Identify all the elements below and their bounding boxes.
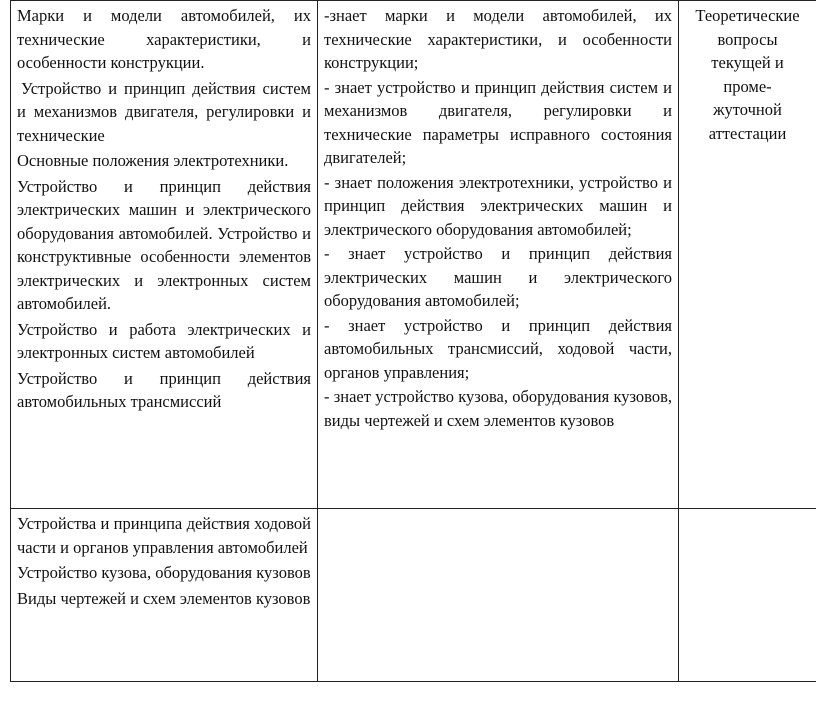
assessment-cell <box>679 1 816 509</box>
topic-text: Устройство кузова, оборудования кузовов <box>17 563 311 582</box>
table-row <box>11 509 816 682</box>
topic-text: Устройство и принцип действия автомобильных трансмиссий <box>17 368 311 411</box>
assessment-line: вопросы <box>717 29 778 49</box>
table-row <box>11 1 816 509</box>
assessment-line: текущей и <box>711 53 784 72</box>
empty-cell <box>679 509 816 682</box>
assessment-text <box>685 4 810 145</box>
topic-text: Марки и модели автомобилей, их технические характеристики, и особенности конструкции. <box>17 6 311 72</box>
topic-text: Основные положения электротехники. <box>17 151 289 170</box>
topics-cell <box>11 1 318 509</box>
assessment-line: аттестации <box>708 123 787 143</box>
topic-text: Устройства и принципа действия ходовой части и органов управления автомобилей <box>17 514 311 557</box>
skills-cell <box>318 1 679 509</box>
topic-text: Устройство и принцип действия систем и механизмов двигателя, регулировки и технические <box>17 78 311 145</box>
skill-text: - знает устройство и принцип действия систем и механизмов двигателя, регулировки и технические параметры исправного состояния двигателей; <box>324 77 672 167</box>
skill-text: - знает устройство и принцип действия автомобильных трансмиссий, ходовой части, органов управления; <box>324 315 672 382</box>
skill-text: - знает устройство и принцип действия электрических машин и электрического оборудования автомобилей; <box>324 244 672 310</box>
topic-text: Виды чертежей и схем элементов кузовов <box>17 588 311 608</box>
topics-cell <box>11 509 318 682</box>
topic-text: Устройство и работа электрических и электронных систем автомобилей <box>17 319 311 362</box>
curriculum-table <box>10 0 816 682</box>
skill-text: -знает марки и модели автомобилей, их технические характеристики, и особенности конструкции; <box>324 6 672 72</box>
assessment-line: проме- <box>723 76 772 96</box>
assessment-line: Теоретические <box>695 6 800 25</box>
assessment-line: жуточной <box>713 100 782 119</box>
topic-text: Устройство и принцип действия электрических машин и электрического оборудования автомобилей. Устройство и конструктивные особенности элементов электрических и электронных систем автомобилей. <box>17 176 311 313</box>
skill-text: - знает устройство кузова, оборудования кузовов, виды чертежей и схем элементов кузовов <box>324 387 672 430</box>
skill-text: - знает положения электротехники, устройство и принцип действия электрических машин и электрического оборудования автомобилей; <box>324 172 672 239</box>
empty-cell <box>318 509 679 682</box>
